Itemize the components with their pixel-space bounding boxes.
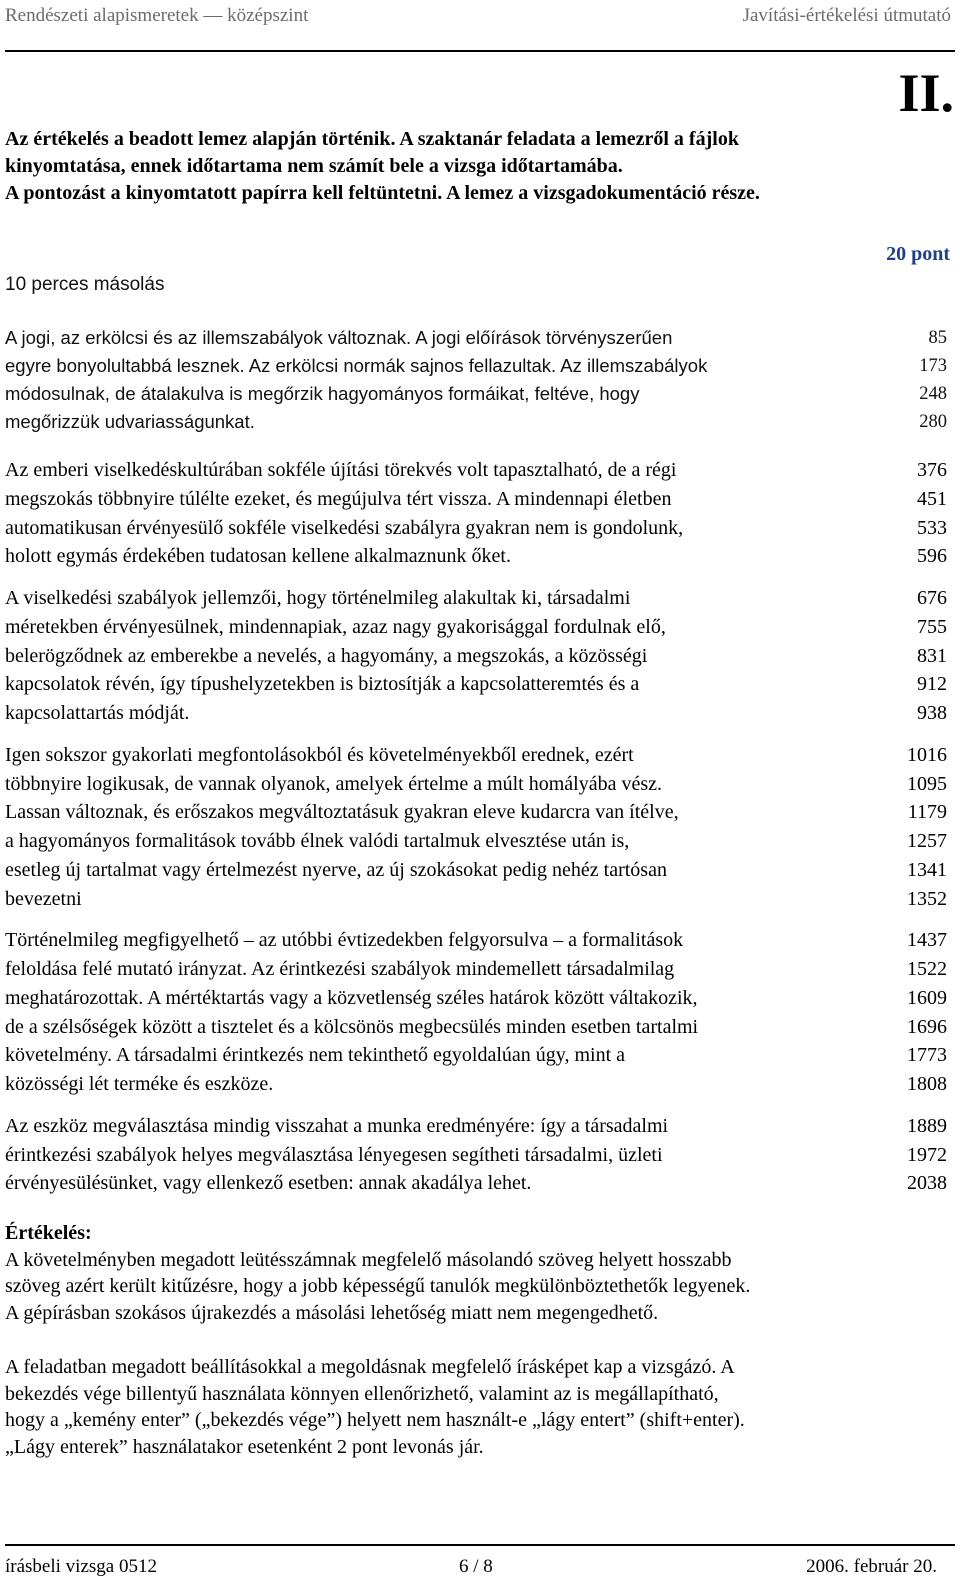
copy-line bbox=[5, 699, 953, 728]
line-text: egyre bonyolultabbá lesznek. Az erkölcsi normák sajnos fellazultak. Az illemszabályok bbox=[5, 355, 708, 376]
copy-paragraph-6 bbox=[5, 1112, 953, 1198]
copy-line bbox=[5, 642, 953, 671]
paragraph-gap bbox=[5, 913, 953, 926]
line-text: bevezetni bbox=[5, 887, 82, 910]
char-count: 1437 bbox=[907, 929, 947, 952]
copy-line bbox=[5, 798, 953, 827]
char-count: 938 bbox=[917, 702, 947, 724]
evaluation-line: A feladatban megadott beállításokkal a megoldásnak megfelelő írásképet kap a vizsgázó. A bbox=[5, 1355, 735, 1378]
char-count: 755 bbox=[917, 615, 947, 638]
line-text: többnyire logikusak, de vannak olyanok, amelyek értelme a múlt homályába vész. bbox=[5, 772, 663, 795]
copy-line bbox=[5, 670, 953, 699]
line-text: A viselkedési szabályok jellemzői, hogy történelmileg alakultak ki, társadalmi bbox=[5, 587, 631, 609]
char-count: 451 bbox=[917, 487, 947, 510]
copy-line bbox=[5, 741, 953, 770]
evaluation-line: bekezdés vége billentyű használata könnyen ellenőrizhető, valamint az is megállapítható, bbox=[5, 1382, 719, 1405]
char-count: 2038 bbox=[907, 1172, 947, 1195]
char-count: 1179 bbox=[907, 801, 947, 824]
copy-text-body bbox=[5, 456, 953, 1198]
copy-task-title: 10 perces másolás bbox=[5, 274, 165, 295]
char-count: 676 bbox=[917, 587, 947, 609]
line-text: feloldása felé mutató irányzat. Az érintkezési szabályok mindemellett társadalmilag bbox=[5, 958, 675, 980]
char-count: 533 bbox=[917, 516, 947, 539]
copy-line bbox=[5, 408, 953, 436]
footer-page-number: 6 / 8 bbox=[459, 1556, 493, 1577]
copy-line bbox=[5, 456, 953, 485]
char-count: 1773 bbox=[907, 1044, 947, 1067]
line-text: A jogi, az erkölcsi és az illemszabályok változnak. A jogi előírások törvényszerűen bbox=[5, 327, 673, 348]
char-count: 1889 bbox=[907, 1114, 947, 1137]
copy-line bbox=[5, 984, 953, 1013]
char-count: 376 bbox=[917, 459, 947, 481]
copy-paragraph-5 bbox=[5, 926, 953, 1099]
copy-line bbox=[5, 1070, 953, 1099]
header-doc-type: Javítási-értékelési útmutató bbox=[742, 5, 951, 26]
line-text: megszokás többnyire túlélte ezeket, és megújulva tért vissza. A mindennapi életben bbox=[5, 487, 672, 510]
char-count: 1609 bbox=[907, 986, 947, 1009]
paragraph-gap bbox=[5, 728, 953, 741]
copy-line bbox=[5, 827, 953, 856]
copy-line bbox=[5, 485, 953, 514]
char-count: 912 bbox=[917, 673, 947, 696]
line-text: Lassan változnak, és erőszakos megváltoztatásuk gyakran eleve kudarcra van ítélve, bbox=[5, 801, 679, 824]
char-count: 1352 bbox=[907, 887, 947, 910]
char-count: 1696 bbox=[907, 1015, 947, 1038]
copy-line bbox=[5, 926, 953, 955]
line-text: de a szélsőségek között a tisztelet és a kölcsönös megbecsülés minden esetben tartalmi bbox=[5, 1015, 699, 1038]
copy-line bbox=[5, 1169, 953, 1198]
copy-line bbox=[5, 542, 953, 571]
copy-paragraph-2 bbox=[5, 456, 953, 571]
line-text: követelmény. A társadalmi érintkezés nem tekinthető egyoldalúan úgy, mint a bbox=[5, 1044, 626, 1067]
char-count: 1972 bbox=[907, 1143, 947, 1166]
evaluation-line: A gépírásban szokásos újrakezdés a másolási lehetőség miatt nem megengedhető. bbox=[5, 1302, 659, 1325]
char-count: 831 bbox=[917, 644, 947, 667]
char-count: 85 bbox=[928, 328, 947, 348]
char-count: 1808 bbox=[907, 1073, 947, 1095]
page-footer bbox=[5, 1556, 955, 1582]
footer-divider bbox=[5, 1544, 955, 1546]
char-count: 1095 bbox=[907, 772, 947, 795]
paragraph-gap bbox=[5, 571, 953, 584]
line-text: Igen sokszor gyakorlati megfontolásokból és követelményekből erednek, ezért bbox=[5, 743, 634, 766]
char-count: 1341 bbox=[907, 858, 947, 881]
line-text: érintkezési szabályok helyes megválasztása lényegesen segítheti társadalmi, üzleti bbox=[5, 1143, 663, 1166]
evaluation-line: „Lágy enterek” használatakor esetenként 2 pont levonás jár. bbox=[5, 1435, 484, 1458]
copy-line bbox=[5, 770, 953, 799]
copy-line bbox=[5, 380, 953, 408]
char-count: 280 bbox=[919, 412, 947, 432]
char-count: 596 bbox=[917, 545, 947, 568]
copy-paragraph-4 bbox=[5, 741, 953, 914]
line-text: közösségi lét terméke és eszköze. bbox=[5, 1073, 274, 1095]
intro-line: A pontozást a kinyomtatott papírra kell feltüntetni. A lemez a vizsgadokumentáció része. bbox=[5, 182, 760, 204]
copy-line bbox=[5, 1041, 953, 1070]
line-text: belerögződnek az emberekbe a nevelés, a hagyomány, a megszokás, a közösségi bbox=[5, 644, 648, 667]
copy-line bbox=[5, 1141, 953, 1170]
line-text: módosulnak, de átalakulva is megőrzik hagyományos formáikat, feltéve, hogy bbox=[5, 383, 640, 404]
copy-line bbox=[5, 613, 953, 642]
line-text: megőrizzük udvariasságunkat. bbox=[5, 411, 255, 432]
line-text: kapcsolatok révén, így típushelyzetekben is biztosítják a kapcsolatteremtés és a bbox=[5, 673, 640, 696]
char-count: 1522 bbox=[907, 958, 947, 980]
evaluation-line: szöveg azért került kitűzésre, hogy a jobb képességű tanulók megkülönböztethetők legyenek. bbox=[5, 1275, 751, 1298]
copy-line bbox=[5, 955, 953, 984]
char-count: 248 bbox=[919, 384, 947, 404]
intro-line: Az értékelés a beadott lemez alapján történik. A szaktanár feladata a lemezről a fájlok bbox=[5, 128, 739, 150]
line-text: Történelmileg megfigyelhető – az utóbbi évtizedekben felgyorsulva – a formalitások bbox=[5, 929, 684, 952]
line-text: kapcsolattartás módját. bbox=[5, 702, 190, 724]
copy-line bbox=[5, 324, 953, 352]
copy-line bbox=[5, 1112, 953, 1141]
paragraph-gap bbox=[5, 1099, 953, 1112]
footer-date: 2006. február 20. bbox=[806, 1556, 937, 1577]
evaluation-line: hogy a „kemény enter” („bekezdés vége”) helyett nem használt-e „lágy entert” (shift+enter). bbox=[5, 1409, 745, 1432]
line-text: a hagyományos formalitások tovább élnek valódi tartalmuk elvesztése után is, bbox=[5, 830, 630, 852]
line-text: meghatározottak. A mértéktartás vagy a közvetlenség széles határok között váltakozik, bbox=[5, 986, 698, 1009]
copy-line bbox=[5, 885, 953, 914]
page-header bbox=[5, 2, 955, 32]
char-count: 173 bbox=[919, 356, 947, 376]
line-text: automatikusan érvényesülő sokféle viselkedési szabályra gyakran nem is gondolunk, bbox=[5, 516, 684, 539]
char-count: 1257 bbox=[907, 830, 947, 852]
intro-paragraph bbox=[5, 126, 760, 207]
copy-line bbox=[5, 514, 953, 543]
evaluation-section bbox=[5, 1220, 750, 1461]
evaluation-blank-line bbox=[5, 1327, 750, 1354]
copy-paragraph-1 bbox=[5, 324, 953, 436]
evaluation-title: Értékelés: bbox=[5, 1222, 92, 1244]
line-text: érvényesülésünket, vagy ellenkező esetben: annak akadálya lehet. bbox=[5, 1172, 532, 1195]
line-text: méretekben érvényesülnek, mindennapiak, azaz nagy gyakorisággal fordulnak elő, bbox=[5, 615, 666, 638]
line-text: Az emberi viselkedéskultúrában sokféle újítási törekvés volt tapasztalható, de a régi bbox=[5, 459, 677, 481]
line-text: holott egymás érdekében tudatosan kellene alkalmaznunk őket. bbox=[5, 545, 511, 568]
header-divider bbox=[5, 50, 955, 52]
copy-paragraph-3 bbox=[5, 584, 953, 728]
copy-line bbox=[5, 584, 953, 613]
footer-exam-code: írásbeli vizsga 0512 bbox=[5, 1556, 157, 1577]
line-text: esetleg új tartalmat vagy értelmezést nyerve, az új szokásokat pedig nehéz tartósan bbox=[5, 858, 667, 881]
evaluation-line: A követelményben megadott leütésszámnak megfelelő másolandó szöveg helyett hosszabb bbox=[5, 1248, 732, 1271]
points-label: 20 pont bbox=[886, 243, 950, 265]
copy-line bbox=[5, 352, 953, 380]
copy-line bbox=[5, 856, 953, 885]
char-count: 1016 bbox=[907, 743, 947, 766]
header-subject: Rendészeti alapismeretek — középszint bbox=[5, 5, 309, 26]
intro-line: kinyomtatása, ennek időtartama nem számít bele a vizsga időtartamába. bbox=[5, 155, 623, 177]
part-heading: II. bbox=[898, 63, 954, 123]
copy-line bbox=[5, 1013, 953, 1042]
line-text: Az eszköz megválasztása mindig visszahat a munka eredményére: így a társadalmi bbox=[5, 1114, 669, 1137]
